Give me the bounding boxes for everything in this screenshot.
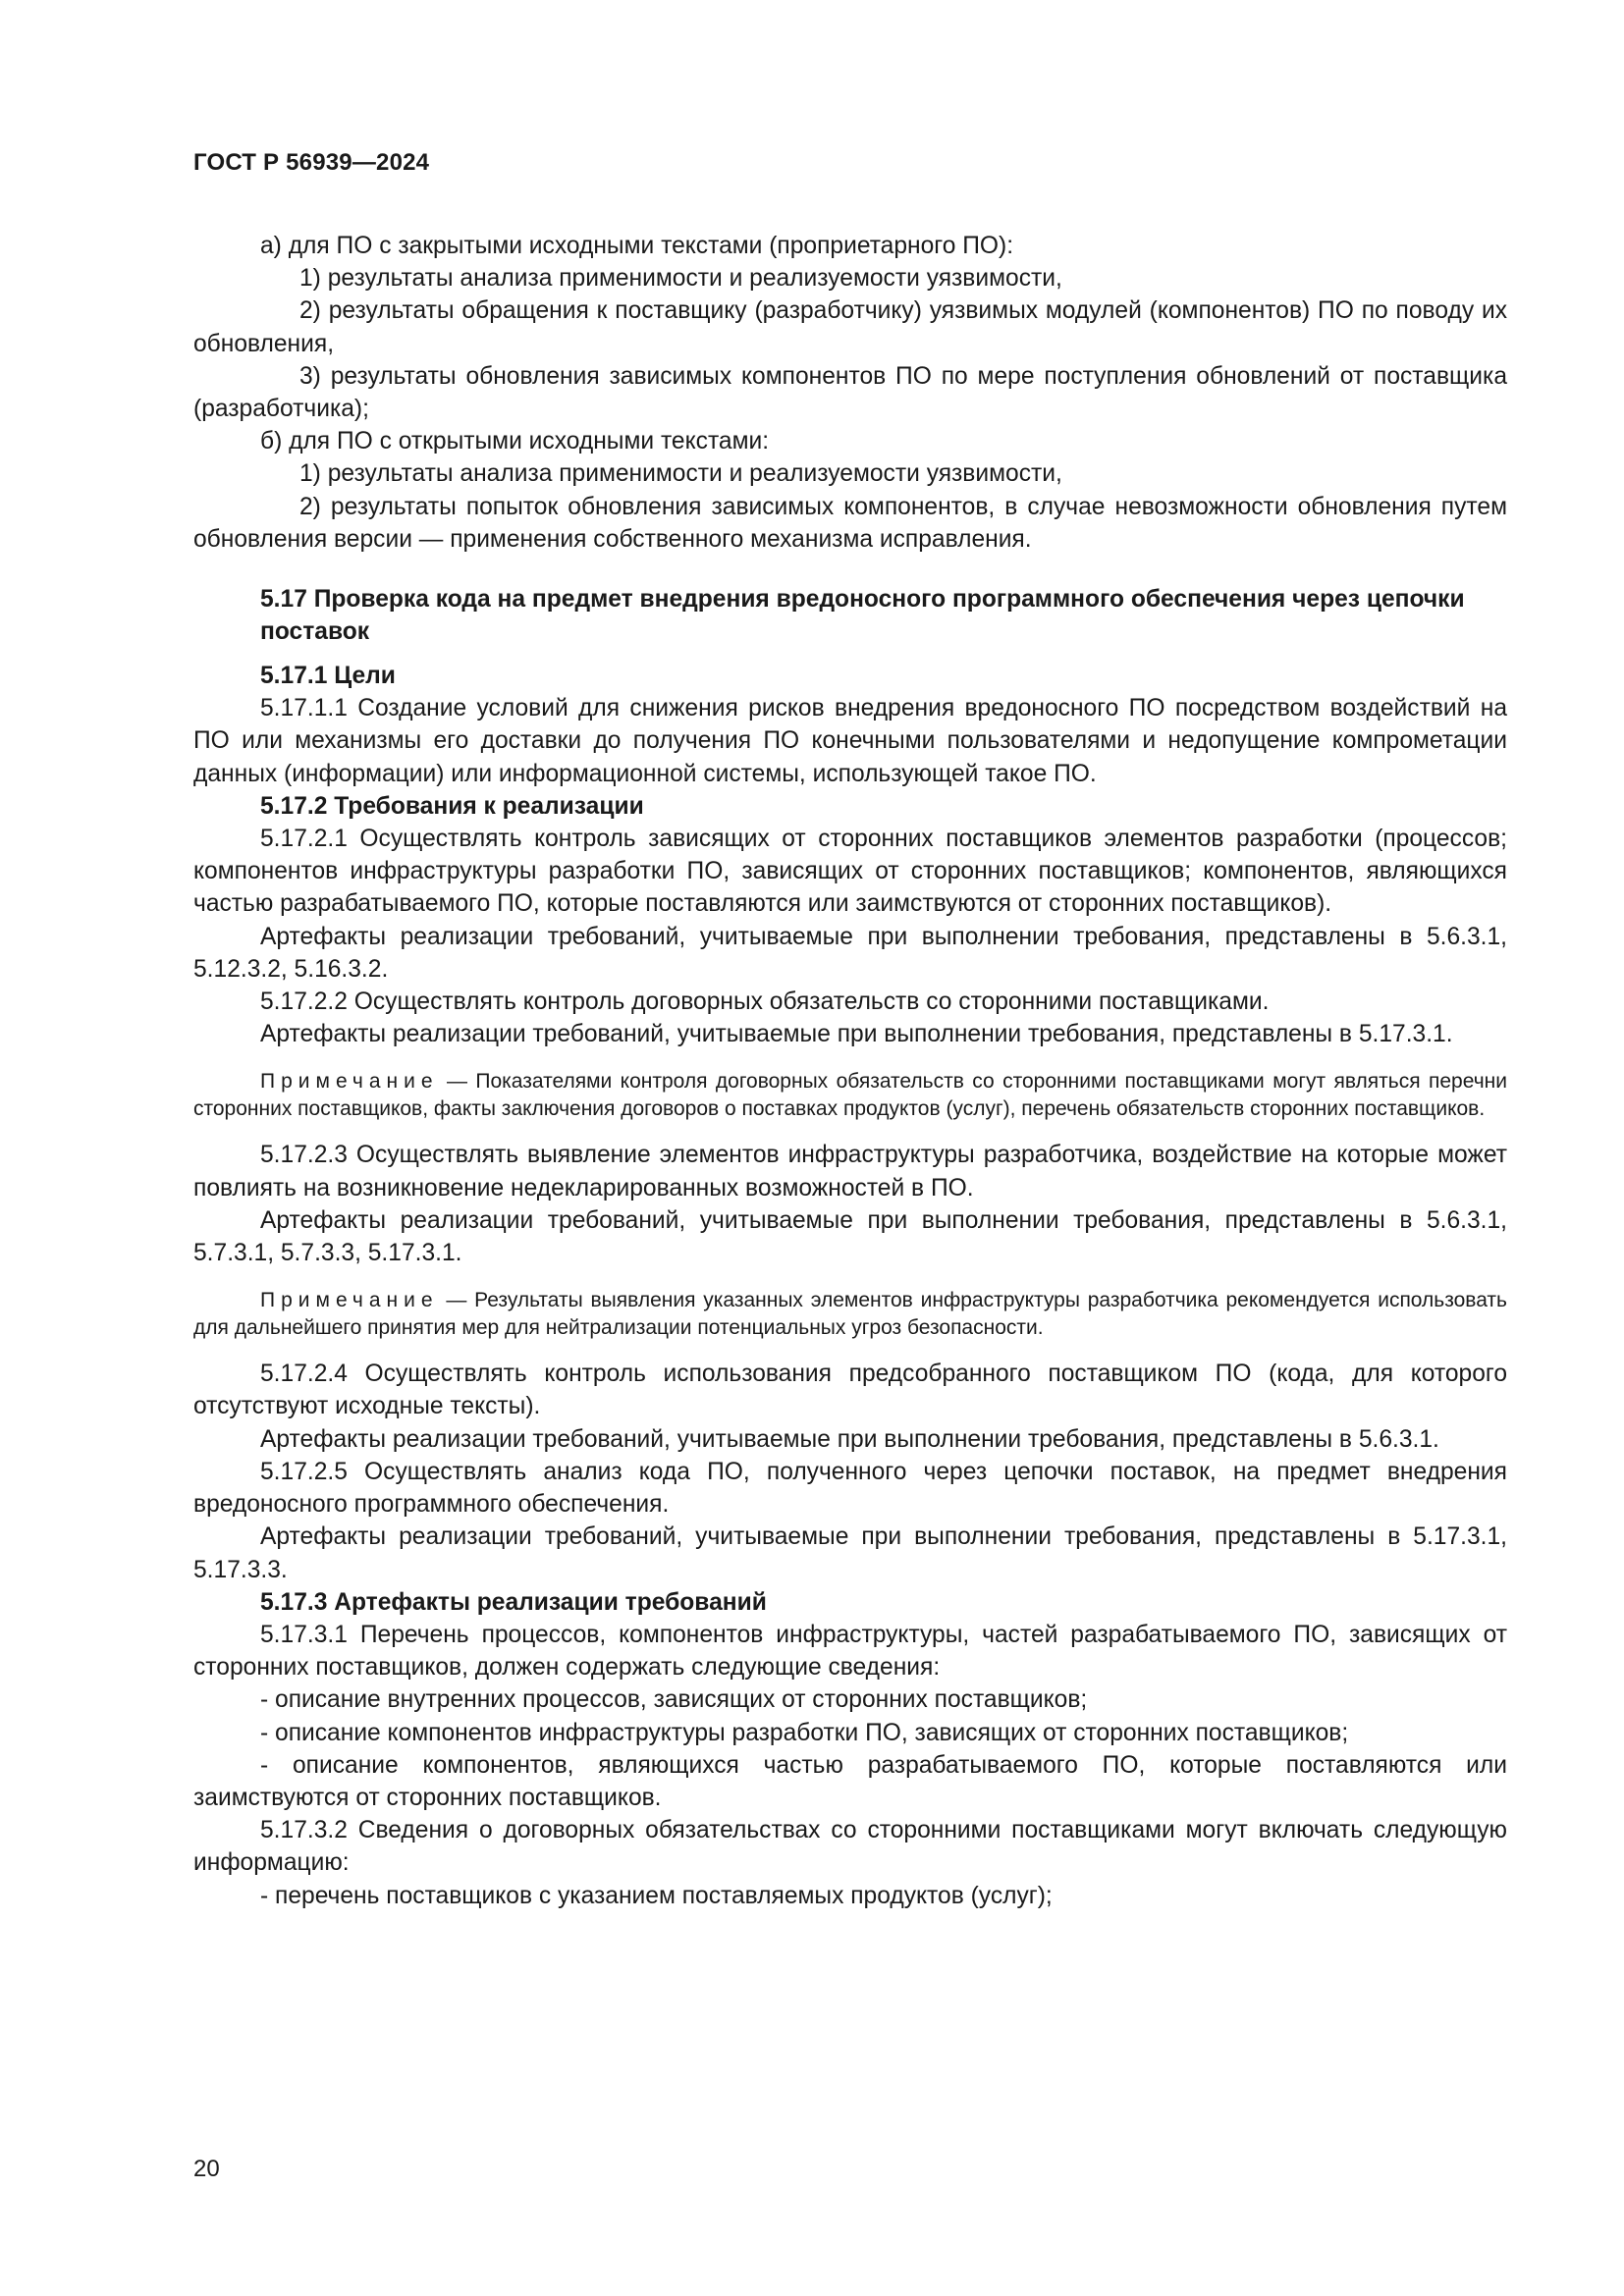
note-1-text: — Показателями контроля договорных обязательств со сторонними поставщиками могут являться перечни сторонних поставщиков, факты заключения договоров о поставках продуктов (услуг), перечень обязательств сторонних поставщиков. [193, 1070, 1507, 1121]
note-2 [193, 1287, 1507, 1342]
dash-item-1: - описание внутренних процессов, зависящих от сторонних поставщиков; [260, 1686, 1088, 1714]
paragraph-artifacts-2: Артефакты реализации требований, учитываемые при выполнении требования, представлены в 5.17.3.1. [260, 1021, 1453, 1048]
paragraph-artifacts-3: Артефакты реализации требований, учитываемые при выполнении требования, представлены в 5.6.3.1, 5.7.3.1, 5.7.3.3, 5.17.3.1. [193, 1206, 1507, 1267]
note-1 [193, 1068, 1507, 1123]
paragraph-5-17-2-1: 5.17.2.1 Осуществлять контроль зависящих от сторонних поставщиков элементов разработки (процессов; компонентов инфраструктуры разработки ПО, зависящих от сторонних поставщиков; компонентов, являющихся частью разрабатываемого ПО, которые поставляются или заимствуются от сторонних поставщиков). [193, 826, 1507, 918]
list-item-a-1: 1) результаты анализа применимости и реализуемости уязвимости, [299, 265, 1062, 293]
list-item-a-3: 3) результаты обновления зависимых компонентов ПО по мере поступления обновлений от поставщика (разработчика); [193, 362, 1507, 423]
paragraph-5-17-1-1: 5.17.1.1 Создание условий для снижения рисков внедрения вредоносного ПО посредством воздействий на ПО или механизмы его доставки до получения ПО конечными пользователями и недопущение компрометации данных (информации) или информационной системы, использующей такое ПО. [193, 695, 1507, 787]
list-item-b: б) для ПО с открытыми исходными текстами: [260, 428, 770, 455]
document-body [193, 230, 1507, 1912]
dash-item-3: - описание компонентов, являющихся частью разрабатываемого ПО, которые поставляются или заимствуются от сторонних поставщиков. [193, 1751, 1507, 1811]
page-number: 20 [193, 2156, 220, 2182]
document-code-header: ГОСТ Р 56939—2024 [193, 149, 430, 176]
section-5-17-3-heading: 5.17.3 Артефакты реализации требований [260, 1588, 767, 1616]
note-label: Примечание [260, 1070, 439, 1094]
list-item-b-2: 2) результаты попыток обновления зависимых компонентов, в случае невозможности обновления путем обновления версии — применения собственного механизма исправления. [193, 493, 1507, 553]
paragraph-5-17-3-1: 5.17.3.1 Перечень процессов, компонентов инфраструктуры, частей разрабатываемого ПО, зависящих от сторонних поставщиков, должен содержать следующие сведения: [193, 1621, 1507, 1682]
paragraph-artifacts-5: Артефакты реализации требований, учитываемые при выполнении требования, представлены в 5.17.3.1, 5.17.3.3. [193, 1523, 1507, 1583]
list-item-b-1: 1) результаты анализа применимости и реализуемости уязвимости, [299, 460, 1062, 488]
paragraph-5-17-2-5: 5.17.2.5 Осуществлять анализ кода ПО, полученного через цепочки поставок, на предмет внедрения вредоносного программного обеспечения. [193, 1458, 1507, 1519]
dash-item-4: - перечень поставщиков с указанием поставляемых продуктов (услуг); [260, 1882, 1053, 1909]
note-label: Примечание [260, 1289, 439, 1312]
note-2-text: — Результаты выявления указанных элементов инфраструктуры разработчика рекомендуется использовать для дальнейшего принятия мер для нейтрализации потенциальных угроз безопасности. [193, 1289, 1507, 1340]
list-item-a: а) для ПО с закрытыми исходными текстами (проприетарного ПО): [260, 233, 1014, 259]
paragraph-5-17-2-2: 5.17.2.2 Осуществлять контроль договорных обязательств со сторонними поставщиками. [260, 988, 1270, 1016]
paragraph-artifacts-1: Артефакты реализации требований, учитываемые при выполнении требования, представлены в 5.6.3.1, 5.12.3.2, 5.16.3.2. [193, 923, 1507, 983]
paragraph-5-17-2-4: 5.17.2.4 Осуществлять контроль использования предсобранного поставщиком ПО (кода, для которого отсутствуют исходные тексты). [193, 1361, 1507, 1420]
section-5-17-1-heading: 5.17.1 Цели [260, 663, 396, 690]
paragraph-5-17-3-2: 5.17.3.2 Сведения о договорных обязательствах со сторонними поставщиками могут включать следующую информацию: [193, 1817, 1507, 1877]
document-page [193, 147, 1507, 1912]
section-5-17-heading: 5.17 Проверка кода на предмет внедрения вредоносного программного обеспечения через цепочки поставок [260, 586, 1465, 646]
section-5-17-2-heading: 5.17.2 Требования к реализации [260, 792, 644, 820]
paragraph-artifacts-4: Артефакты реализации требований, учитываемые при выполнении требования, представлены в 5.6.3.1. [260, 1425, 1439, 1453]
paragraph-5-17-2-3: 5.17.2.3 Осуществлять выявление элементов инфраструктуры разработчика, воздействие на которые может повлиять на возникновение недекларированных возможностей в ПО. [193, 1142, 1507, 1201]
list-item-a-2: 2) результаты обращения к поставщику (разработчику) уязвимых модулей (компонентов) ПО по поводу их обновления, [193, 297, 1507, 357]
dash-item-2: - описание компонентов инфраструктуры разработки ПО, зависящих от сторонних поставщиков; [260, 1719, 1349, 1746]
